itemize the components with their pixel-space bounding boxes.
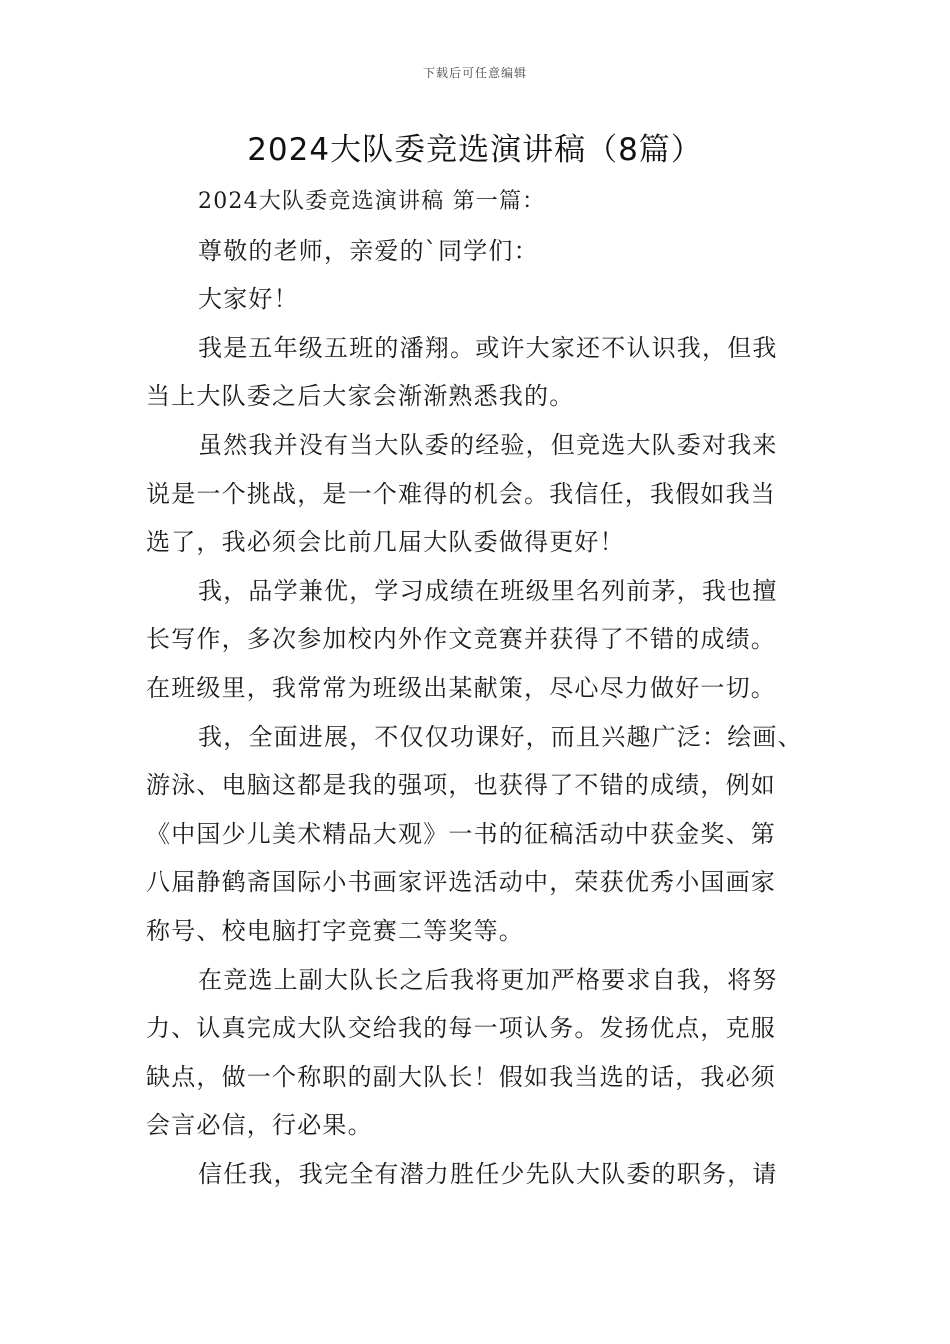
header-note: 下载后可任意编辑 — [422, 66, 527, 80]
paragraph: 大家好！ — [198, 285, 299, 314]
paragraph: 我是五年级五班的潘翔。或许大家还不认识我，但我 当上大队委之后大家会渐渐熟悉我的。 — [146, 333, 778, 411]
paragraph: 虽然我并没有当大队委的经验，但竞选大队委对我来 说是一个挑战，是一个难得的机会。我信任，我假如我当 选了，我必须会比前几届大队委做得更好！ — [146, 430, 778, 557]
paragraph: 信任我，我完全有潜力胜任少先队大队委的职务，请 — [198, 1159, 778, 1188]
paragraph: 我，品学兼优，学习成绩在班级里名列前茅，我也擅 长写作，多次参加校内外作文竞赛并获得了不错的成绩。 在班级里，我常常为班级出某献策，尽心尽力做好一切。 — [146, 576, 778, 702]
paragraph: 我，全面进展，不仅仅功课好，而且兴趣广泛：绘画、 游泳、电脑这都是我的强项，也获得了不错的成绩，例如 《中国少儿美术精品大观》一书的征稿活动中获金奖、第 八届静鹤斋国际小书画家评选活动中，荣获优秀小国画家 称号、校电脑打字竞赛二等奖等。 — [146, 722, 803, 945]
document-body — [146, 178, 846, 1198]
section-heading: 2024大队委竞选演讲稿 第一篇： — [198, 189, 546, 214]
document-title: 2024大队委竞选演讲稿（8篇） — [247, 132, 703, 168]
paragraph: 在竞选上副大队长之后我将更加严格要求自我，将努 力、认真完成大队交给我的每一项认务。发扬优点，克服 缺点，做一个称职的副大队长！假如我当选的话，我必须 会言必信，行必果。 — [146, 965, 778, 1140]
paragraph: 尊敬的老师，亲爱的`同学们： — [198, 236, 539, 265]
